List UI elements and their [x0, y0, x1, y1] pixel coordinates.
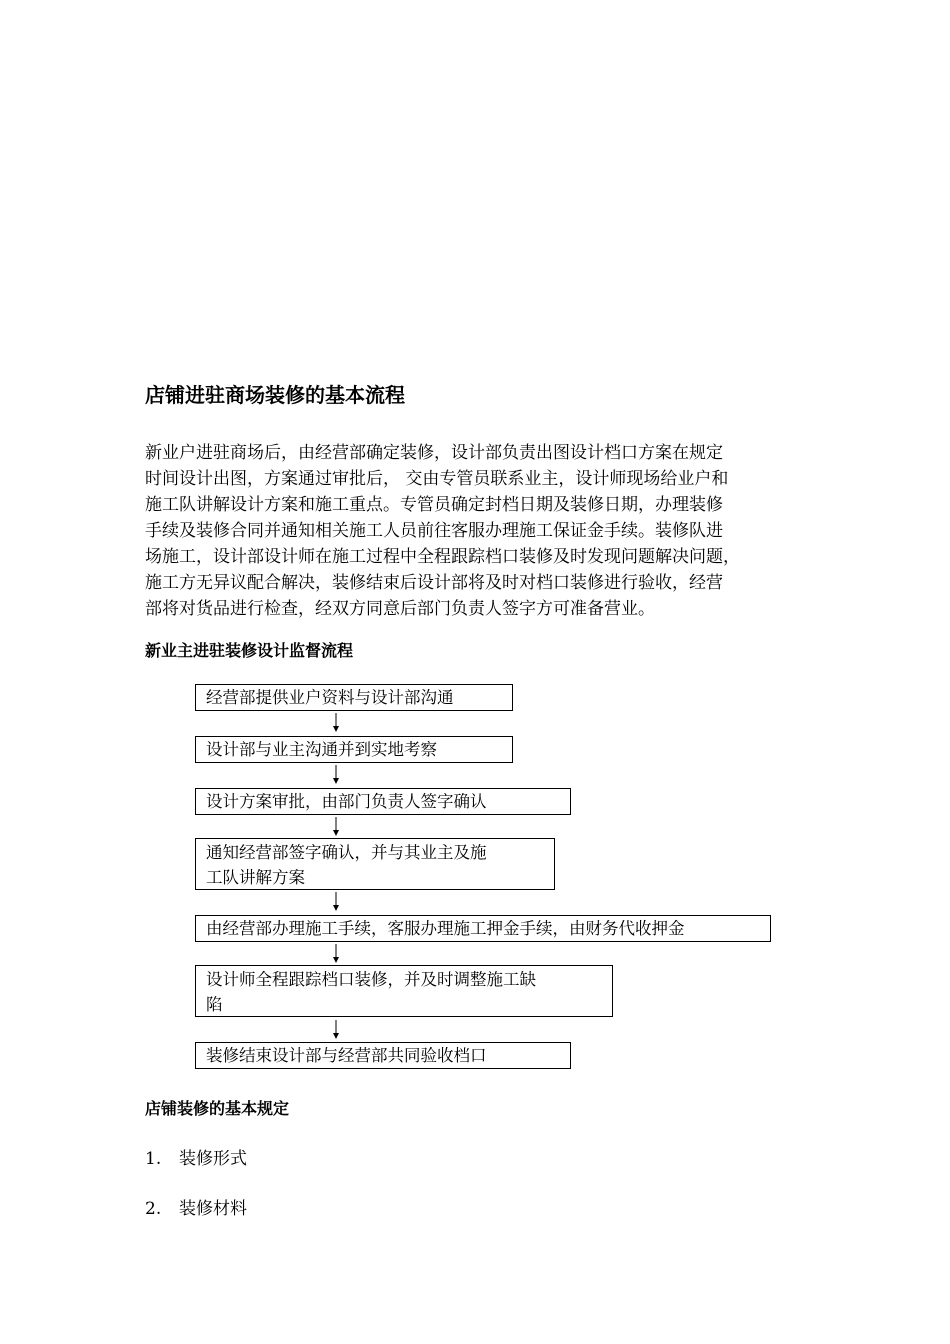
- flow-step-7: [195, 1042, 571, 1069]
- flow-step-2: [195, 736, 513, 763]
- list-item: [145, 1196, 247, 1222]
- flow-step-text: 由经营部办理施工手续，客服办理施工押金手续，由财务代收押金: [206, 919, 685, 938]
- flow-step-text: 装修结束设计部与经营部共同验收档口: [206, 1046, 487, 1065]
- intro-line: 部将对货品进行检查，经双方同意后部门负责人签字方可准备营业。: [145, 599, 655, 619]
- intro-line: 时间设计出图，方案通过审批后， 交由专管员联系业主，设计师现场给业户和: [145, 469, 729, 489]
- flow-step-text: 设计部与业主沟通并到实地考察: [206, 740, 437, 759]
- flow-step-text: 工队讲解方案: [206, 868, 305, 887]
- list-number: 2.: [145, 1199, 162, 1219]
- intro-line: 手续及装修合同并通知相关施工人员前往客服办理施工保证金手续。装修队进: [145, 521, 723, 541]
- page-title: 店铺进驻商场装修的基本流程: [145, 383, 405, 407]
- flow-step-text: 陷: [206, 995, 223, 1014]
- flow-step-text: 通知经营部签字确认，并与其业主及施: [206, 843, 487, 862]
- arrow-down-icon: [330, 713, 342, 733]
- list-number: 1.: [145, 1149, 162, 1169]
- flow-step-6: [195, 965, 613, 1017]
- intro-line: 施工方无异议配合解决，装修结束后设计部将及时对档口装修进行验收，经营: [145, 573, 723, 593]
- arrow-down-icon: [330, 765, 342, 785]
- intro-paragraph: [145, 440, 825, 622]
- flow-step-text: 设计方案审批，由部门负责人签字确认: [206, 792, 487, 811]
- intro-line: 施工队讲解设计方案和施工重点。专管员确定封档日期及装修日期，办理装修: [145, 495, 723, 515]
- flow-step-3: [195, 788, 571, 815]
- list-text: 装修材料: [179, 1199, 247, 1219]
- intro-line: 新业户进驻商场后，由经营部确定装修，设计部负责出图设计档口方案在规定: [145, 443, 723, 463]
- flow-step-text: 经营部提供业户资料与设计部沟通: [206, 688, 454, 707]
- arrow-down-icon: [330, 1020, 342, 1040]
- flow-step-5: [195, 915, 771, 942]
- rules-heading: 店铺装修的基本规定: [145, 1099, 290, 1118]
- list-item: [145, 1146, 247, 1172]
- arrow-down-icon: [330, 892, 342, 912]
- list-text: 装修形式: [179, 1149, 247, 1169]
- flow-step-4: [195, 838, 555, 890]
- intro-line: 场施工，设计部设计师在施工过程中全程跟踪档口装修及时发现问题解决问题，: [145, 547, 740, 567]
- arrow-down-icon: [330, 944, 342, 964]
- arrow-down-icon: [330, 817, 342, 837]
- flow-step-1: [195, 684, 513, 711]
- flow-heading: 新业主进驻装修设计监督流程: [145, 641, 354, 660]
- flow-step-text: 设计师全程跟踪档口装修，并及时调整施工缺: [206, 970, 536, 989]
